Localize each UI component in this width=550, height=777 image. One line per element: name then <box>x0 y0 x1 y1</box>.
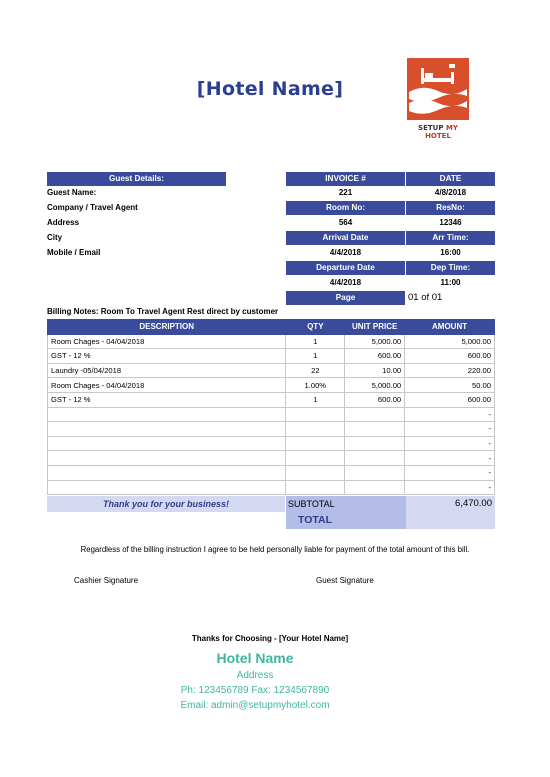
hotel-logo <box>404 58 472 138</box>
item-description: Laundry -05/04/2018 <box>48 363 286 378</box>
item-qty <box>286 407 345 422</box>
item-description: Room Chages - 04/04/2018 <box>48 378 286 393</box>
col-description: DESCRIPTION <box>48 320 286 335</box>
footer-address: Address <box>236 670 274 681</box>
table-row <box>48 422 495 437</box>
cashier-signature: Cashier Signature <box>74 576 139 585</box>
item-qty: 1 <box>286 349 345 364</box>
item-amount: - <box>405 422 495 437</box>
item-amount: 600.00 <box>405 349 495 364</box>
item-unit-price: 600.00 <box>345 349 405 364</box>
item-amount: - <box>405 465 495 480</box>
item-unit-price <box>345 480 405 495</box>
dep-time-header: Dep Time: <box>406 261 495 275</box>
page-header: Page <box>286 291 405 305</box>
total-label: TOTAL <box>286 512 406 529</box>
guest-details-header: Guest Details: <box>47 172 226 186</box>
line-items-table <box>47 319 495 495</box>
item-unit-price <box>345 436 405 451</box>
date-header: DATE <box>406 172 495 186</box>
subtotal-value: 6,470.00 <box>406 496 495 512</box>
total-value <box>406 512 495 529</box>
logo-text-myhotel: MY HOTEL <box>425 124 458 140</box>
item-unit-price <box>345 465 405 480</box>
subtotal-label: SUBTOTAL <box>286 496 406 512</box>
item-description <box>48 407 286 422</box>
table-row <box>48 480 495 495</box>
res-number: 12346 <box>439 218 462 227</box>
liability-statement: Regardless of the billing instruction I agree to be held personally liable for payment of the total amount of this bill. <box>80 545 470 554</box>
table-row <box>48 363 495 378</box>
item-unit-price <box>345 451 405 466</box>
item-amount: - <box>405 436 495 451</box>
item-description: GST - 12 % <box>48 349 286 364</box>
company-label: Company / Travel Agent <box>47 203 138 212</box>
table-row <box>48 451 495 466</box>
guest-name-label: Guest Name: <box>47 188 97 197</box>
item-unit-price <box>345 422 405 437</box>
logo-text-setup: SETUP <box>418 124 444 132</box>
item-amount: - <box>405 451 495 466</box>
table-row <box>48 465 495 480</box>
item-description: Room Chages - 04/04/2018 <box>48 334 286 349</box>
col-unit-price: UNIT PRICE <box>345 320 405 335</box>
item-unit-price: 5,000.00 <box>345 334 405 349</box>
item-unit-price: 5,000.00 <box>345 378 405 393</box>
bed-logo-icon <box>407 58 469 120</box>
item-qty: 1 <box>286 392 345 407</box>
arr-time-header: Arr Time: <box>406 231 495 245</box>
invoice-date: 4/8/2018 <box>434 188 467 197</box>
item-unit-price: 10.00 <box>345 363 405 378</box>
departure-time: 11:00 <box>440 278 461 287</box>
item-description <box>48 436 286 451</box>
table-row <box>48 349 495 364</box>
item-unit-price <box>345 407 405 422</box>
arrival-time: 16:00 <box>440 248 461 257</box>
table-row <box>48 407 495 422</box>
contact-label: Mobile / Email <box>47 248 101 257</box>
billing-notes: Billing Notes: Room To Travel Agent Rest direct by customer <box>47 307 279 316</box>
arrival-date: 4/4/2018 <box>329 248 362 257</box>
guest-signature: Guest Signature <box>316 576 374 585</box>
item-description <box>48 422 286 437</box>
table-row <box>48 334 495 349</box>
item-amount: 600.00 <box>405 392 495 407</box>
footer-hotel-name: Hotel Name <box>216 650 294 666</box>
item-description <box>48 480 286 495</box>
page-value: 01 of 01 <box>408 292 443 303</box>
city-label: City <box>47 233 63 242</box>
footer-phone: Ph: 123456789 Fax: 1234567890 <box>180 685 330 696</box>
table-row <box>48 378 495 393</box>
col-amount: AMOUNT <box>405 320 495 335</box>
table-header-row <box>48 320 495 335</box>
room-number: 564 <box>338 218 353 227</box>
room-no-header: Room No: <box>286 201 405 215</box>
invoice-number: 221 <box>338 188 353 197</box>
table-row <box>48 392 495 407</box>
item-qty: 1 <box>286 334 345 349</box>
thanks-for-choosing: Thanks for Choosing - [Your Hotel Name] <box>191 634 349 643</box>
item-amount: 50.00 <box>405 378 495 393</box>
item-qty: 22 <box>286 363 345 378</box>
item-description: GST - 12 % <box>48 392 286 407</box>
item-amount: 220.00 <box>405 363 495 378</box>
item-qty <box>286 451 345 466</box>
address-label: Address <box>47 218 80 227</box>
arrival-date-header: Arrival Date <box>286 231 405 245</box>
item-amount: - <box>405 407 495 422</box>
invoice-no-header: INVOICE # <box>286 172 405 186</box>
col-qty: QTY <box>286 320 345 335</box>
item-description <box>48 465 286 480</box>
table-row <box>48 436 495 451</box>
item-qty <box>286 480 345 495</box>
item-description <box>48 451 286 466</box>
thank-you-note: Thank you for your business! <box>47 496 285 512</box>
hotel-name-title: [Hotel Name] <box>196 78 344 100</box>
item-amount: 5,000.00 <box>405 334 495 349</box>
departure-date: 4/4/2018 <box>329 278 362 287</box>
item-qty <box>286 465 345 480</box>
departure-date-header: Departure Date <box>286 261 405 275</box>
item-qty <box>286 422 345 437</box>
footer-email: Email: admin@setupmyhotel.com <box>180 700 330 711</box>
item-unit-price: 600.00 <box>345 392 405 407</box>
item-qty <box>286 436 345 451</box>
item-qty: 1.00% <box>286 378 345 393</box>
item-amount: - <box>405 480 495 495</box>
res-no-header: ResNo: <box>406 201 495 215</box>
